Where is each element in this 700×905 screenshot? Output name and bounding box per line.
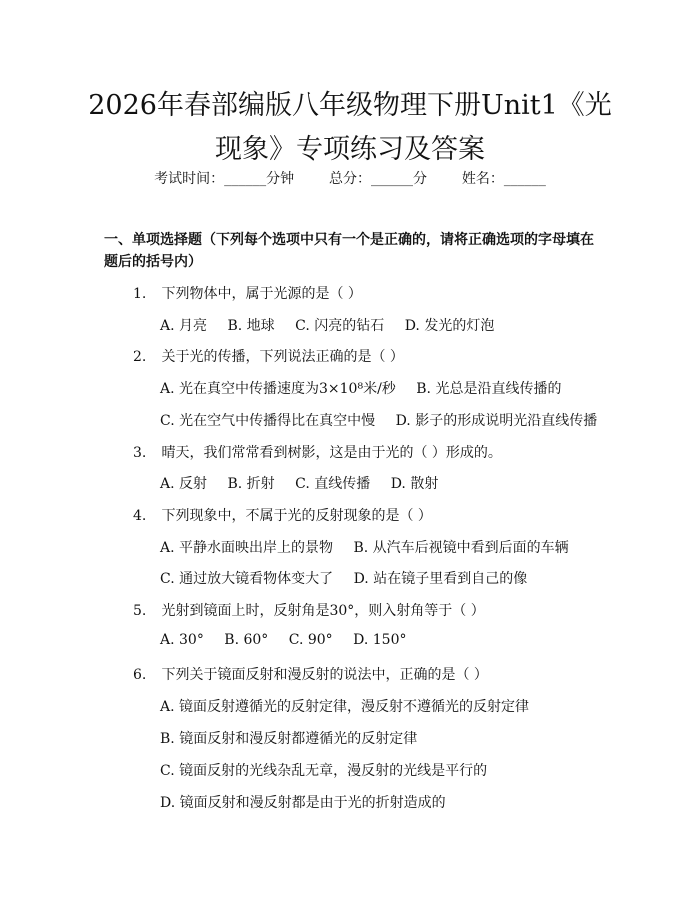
option-d: D. 150° [353,632,407,648]
option-c: C. 闪亮的钻石 [295,318,385,334]
option-b: B. 光总是沿直线传播的 [416,381,562,397]
question-6-option-d: D. 镜面反射和漫反射都是由于光的折射造成的 [160,795,446,811]
page-title [0,84,700,172]
option-a: A. 30° [160,632,204,648]
option-b: B. 折射 [227,476,275,492]
question-6-option-a: A. 镜面反射遵循光的反射定律，漫反射不遵循光的反射定律 [160,699,530,715]
time-label: 考试时间： [154,171,225,187]
question-4-options-row-1 [160,537,585,557]
score-label: 总分： [329,171,371,187]
time-blank: ______ [224,171,267,187]
question-number: 4. [133,508,147,524]
option-b: B. 地球 [227,318,275,334]
option-c: C. 直线传播 [295,476,371,492]
question-2-options-row-2 [160,410,613,430]
question-2-options-row-1 [160,378,577,398]
option-c: C. 90° [288,632,333,648]
question-number: 2. [133,349,147,365]
question-number: 6. [133,667,147,683]
option-d: D. 站在镜子里看到自己的像 [353,571,528,587]
option-d: D. 发光的灯泡 [404,318,495,334]
question-4-options-row-2 [160,568,543,588]
question-text: 下列关于镜面反射和漫反射的说法中，正确的是（ ） [161,667,488,683]
option-b: B. 60° [224,632,269,648]
question-2 [133,346,404,366]
question-text: 关于光的传播，下列说法正确的是（ ） [161,349,404,365]
question-3-options [160,473,454,493]
question-5 [133,600,485,620]
option-a: A. 光在真空中传播速度为3×10⁸米/秒 [160,381,396,397]
option-d: D. 影子的形成说明光沿直线传播 [395,413,598,429]
question-6-option-c: C. 镜面反射的光线杂乱无章，漫反射的光线是平行的 [160,763,488,779]
question-5-options [160,632,423,648]
title-line-1: 2026年春部编版八年级物理下册Unit1《光 [88,90,612,121]
question-number: 3. [133,445,147,461]
question-text: 下列物体中，属于光源的是（ ） [161,286,362,302]
question-text: 光射到镜面上时，反射角是30°，则入射角等于（ ） [161,603,485,619]
question-text: 下列现象中，不属于光的反射现象的是（ ） [161,508,432,524]
question-3 [133,442,502,462]
name-label: 姓名： [461,171,504,187]
name-blank: ______ [503,171,546,187]
question-text: 晴天，我们常常看到树影，这是由于光的（ ）形成的。 [161,445,502,461]
option-c: C. 光在空气中传播得比在真空中慢 [160,413,376,429]
section-heading-line-2: 题后的括号内） [104,254,202,270]
option-a: A. 平静水面映出岸上的景物 [160,540,334,556]
question-1-options [160,315,510,335]
question-1 [133,283,362,303]
title-line-2: 现象》专项练习及答案 [215,134,485,165]
option-a: A. 月亮 [160,318,208,334]
question-6-option-b: B. 镜面反射和漫反射都遵循光的反射定律 [160,731,418,747]
option-b: B. 从汽车后视镜中看到后面的车辆 [353,540,569,556]
question-number: 1. [133,286,147,302]
question-6 [133,664,488,684]
section-heading-line-1: 一、单项选择题（下列每个选项中只有一个是正确的，请将正确选项的字母填在 [104,232,594,248]
question-4 [133,505,432,525]
section-heading [104,229,604,273]
exam-meta [0,168,700,188]
score-unit: 分 [413,171,427,187]
option-c: C. 通过放大镜看物体变大了 [160,571,334,587]
score-blank: ______ [371,171,413,187]
option-d: D. 散射 [390,476,439,492]
question-number: 5. [133,603,147,619]
time-unit: 分钟 [266,171,295,187]
option-a: A. 反射 [160,476,208,492]
